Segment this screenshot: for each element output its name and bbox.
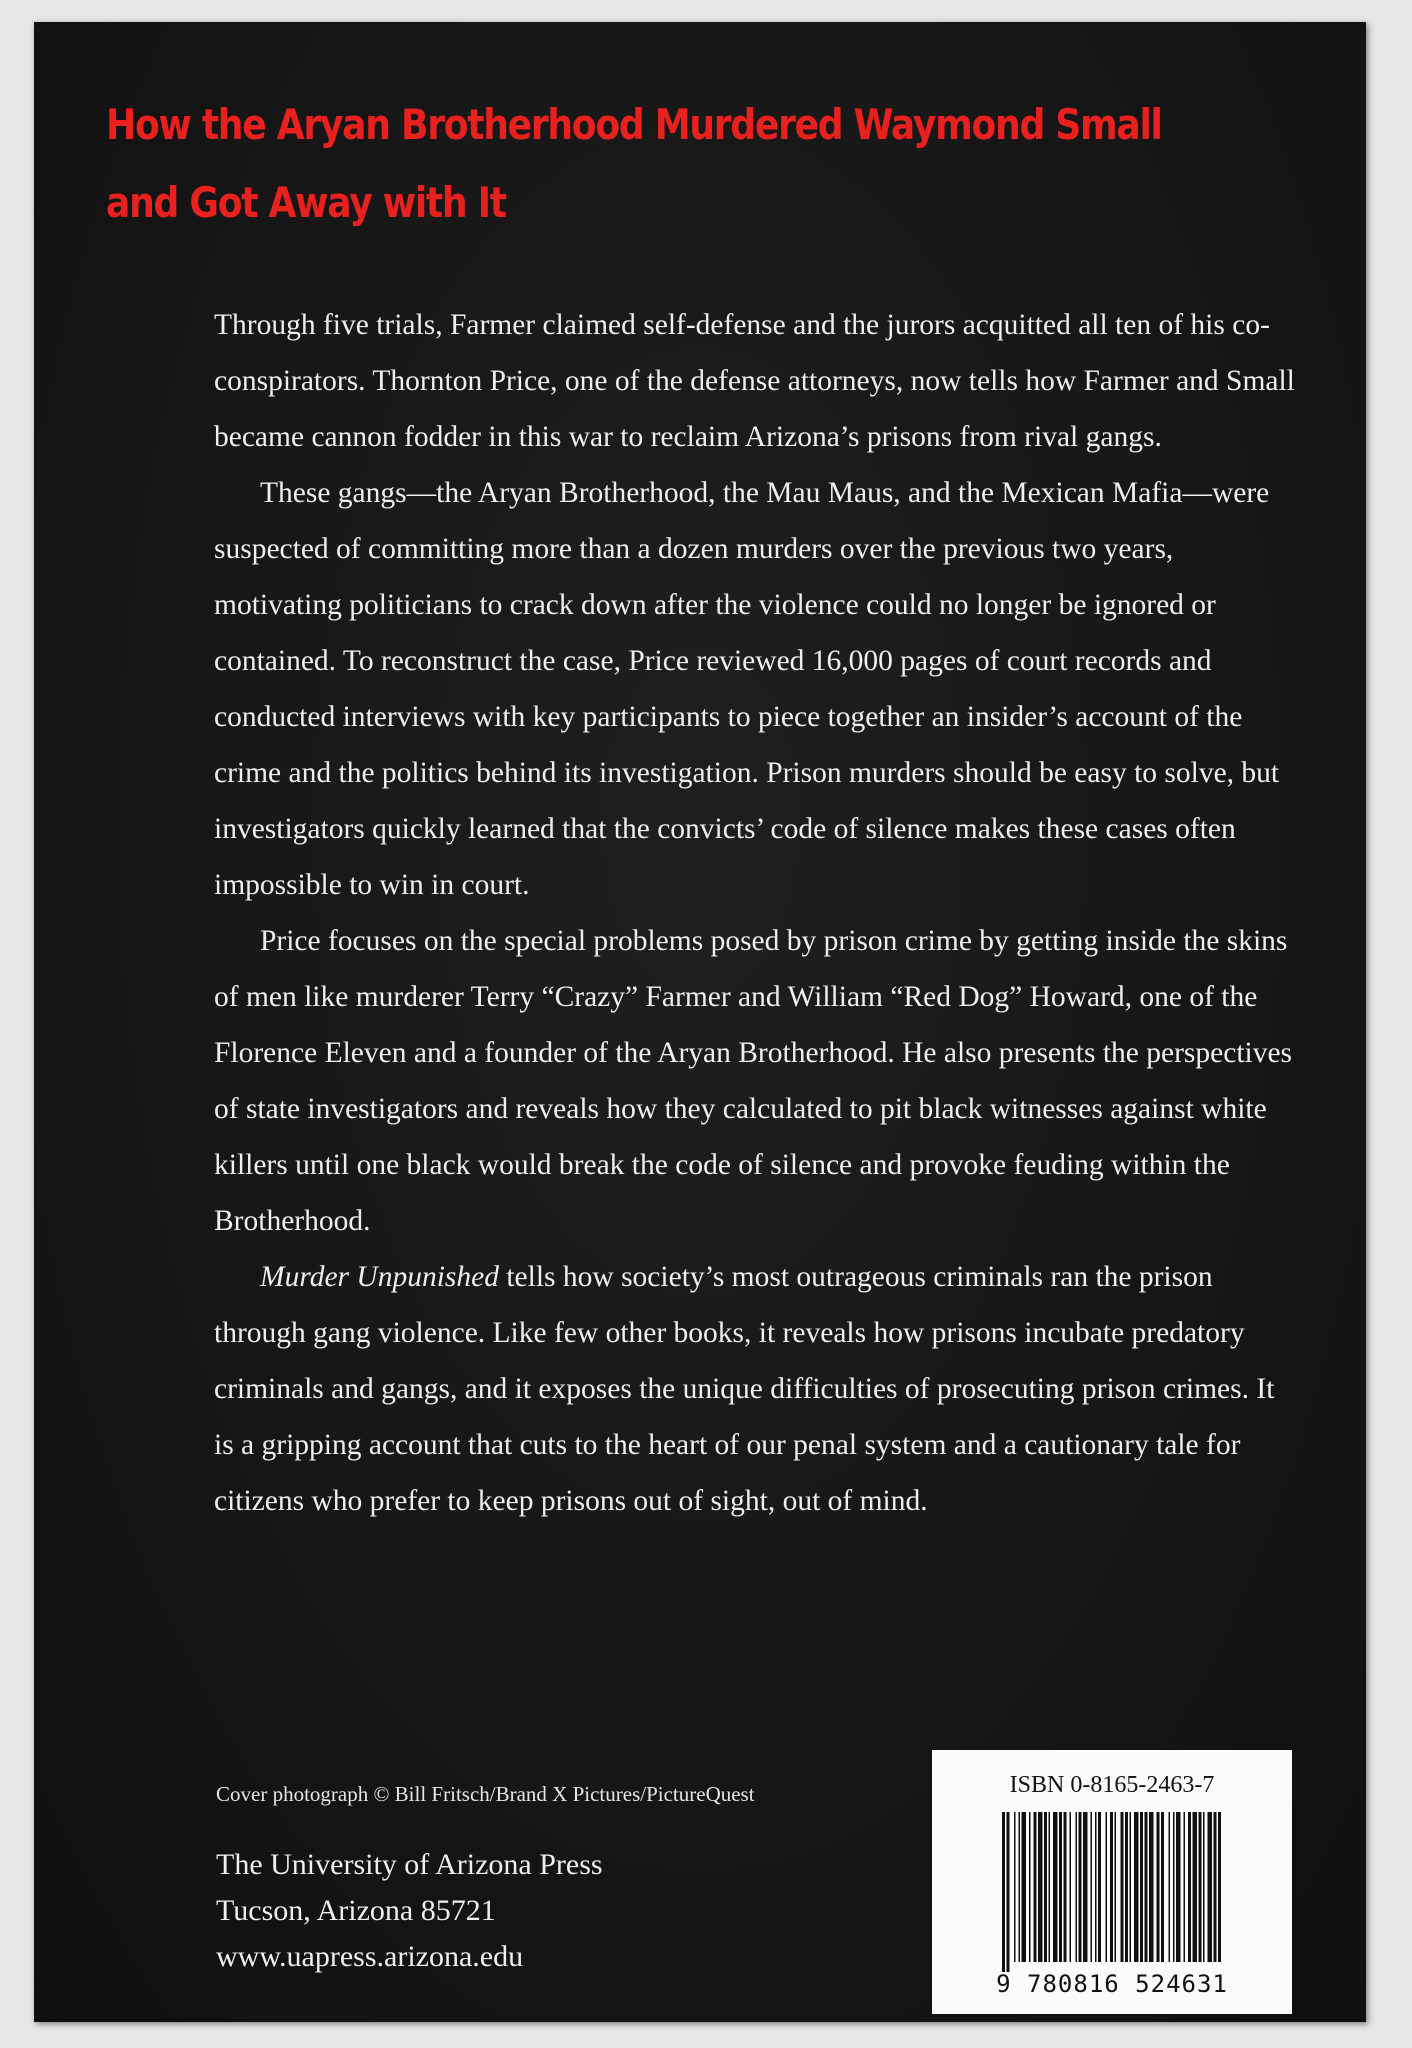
blurb-paragraph-1: Through five trials, Farmer claimed self-defense and the jurors acquitted all ten of his co-conspirators. Thornton Price, one of the defense attorneys, now tells how Farmer and Small became cannon fodder in this war to reclaim Arizona’s prisons from rival gangs. bbox=[214, 309, 1295, 453]
barcode-bar bbox=[1125, 1812, 1128, 1962]
barcode-icon bbox=[1002, 1812, 1222, 1972]
barcode-bar bbox=[1019, 1812, 1021, 1962]
barcode-bar bbox=[1140, 1812, 1143, 1962]
barcode-bar bbox=[1176, 1812, 1181, 1962]
photo-credit: Cover photograph © Bill Fritsch/Brand X Pictures/PictureQuest bbox=[216, 1782, 755, 1806]
barcode-bar bbox=[1208, 1812, 1213, 1962]
barcode-bar bbox=[1149, 1812, 1154, 1962]
barcode-bar bbox=[1121, 1812, 1124, 1962]
barcode-bar bbox=[1214, 1812, 1217, 1962]
barcode-bar bbox=[1095, 1812, 1097, 1962]
barcode-bar bbox=[1173, 1812, 1175, 1962]
blurb-paragraph-4-text: tells how society’s most outrageous criminals ran the prison through gang violence. Like few other books, it reveals how prisons incubate predatory criminals and gangs, and it exposes the unique difficulties of prosecuting prison crimes. It is a gripping account that cuts to the heart of our penal system and a cautionary tale for citizens who prefer to keep prisons out of sight, out of mind. bbox=[214, 1261, 1275, 1517]
barcode-bar bbox=[1044, 1812, 1047, 1962]
publisher-website: www.uapress.arizona.edu bbox=[216, 1940, 524, 1973]
barcode-bar bbox=[1034, 1812, 1037, 1962]
barcode-bar bbox=[1038, 1812, 1043, 1962]
publisher-city: Tucson, Arizona 85721 bbox=[216, 1894, 496, 1927]
barcode-bar bbox=[1091, 1812, 1093, 1962]
barcode-bar bbox=[1098, 1812, 1101, 1962]
barcode-bar bbox=[1059, 1812, 1062, 1962]
back-cover bbox=[34, 22, 1366, 2022]
book-title: Murder Unpunished bbox=[260, 1261, 499, 1293]
barcode-bar bbox=[1169, 1812, 1171, 1962]
publisher-block bbox=[216, 1842, 603, 1980]
barcode-bar bbox=[1218, 1812, 1221, 1962]
blurb-paragraph-2: These gangs—the Aryan Brotherhood, the Mau Maus, and the Mexican Mafia—were suspected of committing more than a dozen murders over the previous two years, motivating politicians to crack down after the violence could no longer be ignored or contained. To reconstruct the case, Price reviewed 16,000 pages of court records and conducted interviews with key participants to piece together an insider’s account of the crime and the politics behind its investigation. Prison murders should be easy to solve, but investigators quickly learned that the convicts’ code of silence makes these cases often impossible to win in court. bbox=[214, 477, 1280, 901]
barcode-bar bbox=[1188, 1812, 1191, 1962]
barcode-bar bbox=[1157, 1812, 1160, 1962]
barcode-bar bbox=[1161, 1812, 1164, 1962]
barcode-bar bbox=[1049, 1812, 1051, 1962]
barcode-bar bbox=[1070, 1812, 1072, 1962]
barcode-bar bbox=[1199, 1812, 1202, 1962]
barcode-bar bbox=[1002, 1812, 1005, 1972]
publisher-name: The University of Arizona Press bbox=[216, 1848, 603, 1881]
barcode-bar bbox=[1064, 1812, 1067, 1962]
barcode-bar bbox=[1076, 1812, 1078, 1962]
barcode-bar bbox=[1083, 1812, 1088, 1962]
blurb-body bbox=[214, 297, 1296, 1529]
barcode-bar bbox=[1193, 1812, 1198, 1962]
barcode-bar bbox=[1022, 1812, 1027, 1962]
barcode-box bbox=[932, 1750, 1292, 2014]
headline bbox=[106, 86, 1162, 242]
barcode-bar bbox=[1079, 1812, 1082, 1962]
barcode-bar bbox=[1014, 1812, 1016, 1962]
barcode-bar bbox=[1053, 1812, 1058, 1962]
blurb-paragraph-4 bbox=[214, 1249, 1296, 1529]
barcode-bar bbox=[1115, 1812, 1117, 1962]
barcode-digits: 9 780816 524631 bbox=[996, 1970, 1228, 1998]
barcode-bar bbox=[1203, 1812, 1205, 1962]
barcode-bar bbox=[1130, 1812, 1132, 1962]
barcode-bar bbox=[1184, 1812, 1186, 1962]
blurb-paragraph-3: Price focuses on the special problems posed by prison crime by getting inside the skins of men like murderer Terry “Crazy” Farmer and William “Red Dog” Howard, one of the Florence Eleven and a founder of the Aryan Brotherhood. He also presents the perspectives of state investigators and reveals how they calculated to pit black witnesses against white killers until one black would break the code of silence and provoke feuding within the Brotherhood. bbox=[214, 925, 1293, 1237]
barcode-bar bbox=[1007, 1812, 1010, 1972]
barcode-bar bbox=[1145, 1812, 1148, 1962]
barcode-bar bbox=[1110, 1812, 1113, 1962]
barcode-bar bbox=[1106, 1812, 1108, 1962]
barcode-bar bbox=[1134, 1812, 1139, 1962]
isbn-label: ISBN 0-8165-2463-7 bbox=[1009, 1772, 1215, 1798]
barcode-bar bbox=[1029, 1812, 1031, 1962]
headline-line-1: How the Aryan Brotherhood Murdered Waymond Small bbox=[106, 100, 1162, 149]
headline-line-2: and Got Away with It bbox=[106, 178, 506, 227]
